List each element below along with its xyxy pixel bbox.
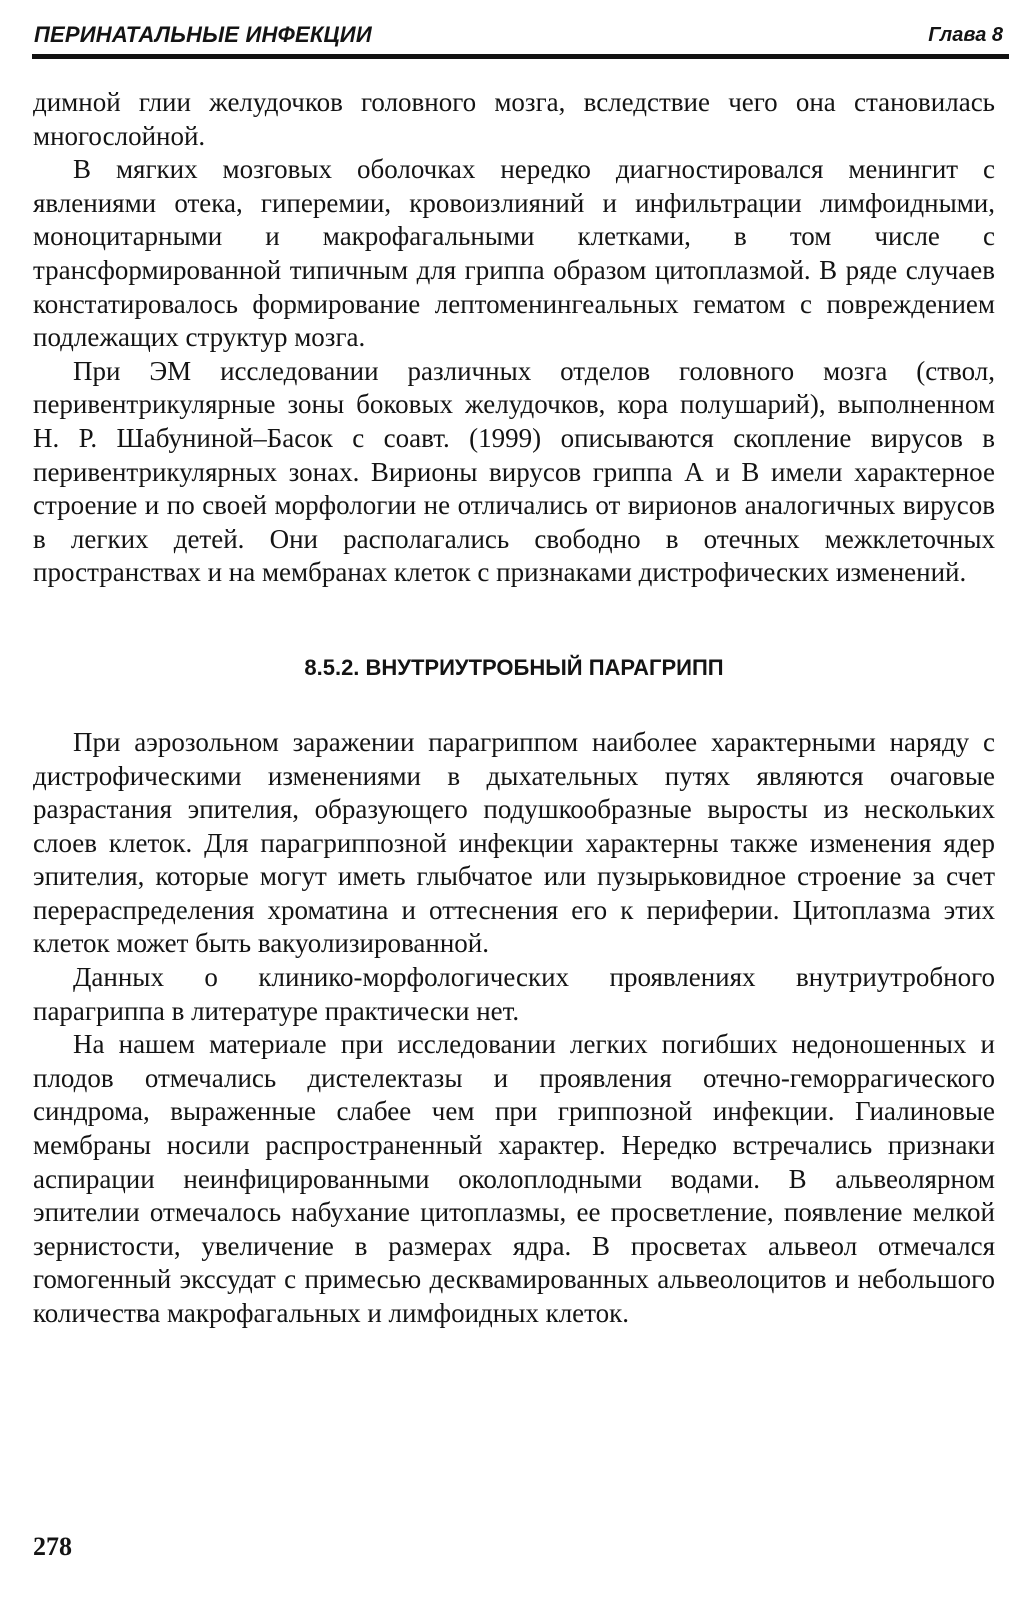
paragraph-continued: димной глии желудочков головного мозга, вследствие чего она становилась многослойной. (33, 87, 995, 151)
paragraph-own-material: На нашем материале при исследовании легких погибших недоношенных и плодов отмечались дистелектазы и проявления отечно-геморрагического синдрома, выраженные слабее чем при гриппозной инфекции. Гиалиновые мембраны носили распространенный характер. Нередко встречались признаки аспирации неинфицированными околоплодными водами. В альвеолярном эпителии отмечалось набухание цитоплазмы, ее просветление, появление мелкой зернистости, увеличение в размерах ядра. В просветах альвеол отмечался гомогенный экссудат с примесью десквамированных альвеолоцитов и небольшого количества макрофагальных и лимфоидных клеток. (33, 1029, 995, 1328)
running-head-chapter: Глава 8 (928, 24, 1003, 46)
paragraph-em-study: При ЭМ исследовании различных отделов головного мозга (ствол, перивентрикулярные зоны боковых желудочков, кора полушарий), выполненном Н. Р. Шабуниной–Басок с соавт. (1999) описываются скопление вирусов в перивентрикулярных зонах. Вирионы вирусов гриппа А и В имели характерное строение и по своей морфологии не отличались от вирионов аналогичных вирусов в легких детей. Они располагались свободно в отечных межклеточных пространствах и на мембранах клеток с признаками дистрофических изменений. (33, 355, 995, 588)
page-number: 278 (33, 1532, 72, 1561)
running-header (34, 22, 1009, 48)
paragraph-literature-data: Данных о клинико-морфологических проявлениях внутриутробного парагриппа в литературе практически нет. (33, 962, 995, 1026)
running-head-section-title: ПЕРИНАТАЛЬНЫЕ ИНФЕКЦИИ (34, 22, 372, 47)
paragraph-aerosol-infection: При аэрозольном заражении парагриппом наиболее характерными наряду с дистрофическими изменениями в дыхательных путях являются очаговые разрастания эпителия, образующего подушкообразные выросты из нескольких слоев клеток. Для парагриппозной инфекции характерны также изменения ядер эпителия, которые могут иметь глыбчатое или пузырьковидное строение за счет перераспределения хроматина и оттеснения его к периферии. Цитоплазма этих клеток может быть вакуолизированной. (33, 726, 995, 959)
paragraph-meningitis: В мягких мозговых оболочках нередко диагностировался менингит с явлениями отека, гиперемии, кровоизлияний и инфильтрации лимфоидными, моноцитарными и макрофагальными клетками, в том числе с трансформированной типичным для гриппа образом цитоплазмой. В ряде случаев констатировалось формирование лептоменингеальных гематом с повреждением подлежащих структур мозга. (33, 154, 995, 353)
header-rule (32, 54, 1009, 59)
page-body (33, 86, 995, 1331)
section-heading: 8.5.2. ВНУТРИУТРОБНЫЙ ПАРАГРИПП (304, 654, 724, 680)
